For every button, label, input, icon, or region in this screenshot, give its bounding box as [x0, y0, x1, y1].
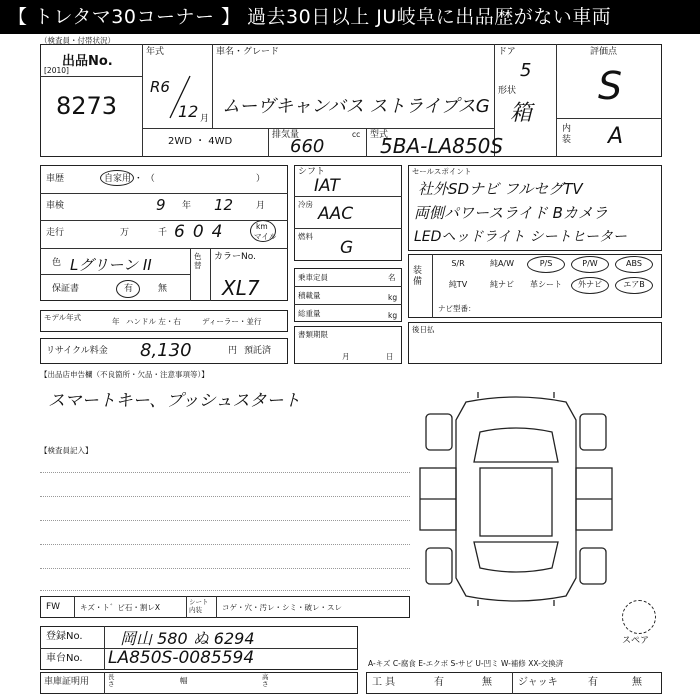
navi-model-label: ナビ型番：: [438, 304, 476, 313]
color-value: Lグリーン II: [70, 256, 152, 274]
jack-no: 無: [632, 677, 642, 688]
mileage-km: km: [256, 222, 268, 231]
mileage-label: 走行: [46, 228, 65, 238]
divider: [366, 128, 367, 157]
equip-pw: P/W: [582, 259, 598, 268]
color-no-label: カラーNo.: [214, 252, 256, 262]
interior-label: 内装: [562, 124, 572, 145]
divider: [432, 254, 433, 318]
tools-label: 工 具: [372, 677, 396, 688]
divider: [104, 626, 105, 670]
inspector-line: [40, 590, 410, 591]
recycle-unit: 円: [228, 346, 238, 356]
header-note: （検査員・付帯状況）: [40, 36, 115, 45]
divider: [40, 220, 288, 221]
docs-label: 書類期限: [298, 330, 328, 339]
equip-ps: P/S: [539, 259, 553, 268]
inspection-year-unit: 年: [182, 201, 192, 211]
warranty-yes: 有: [124, 284, 134, 294]
divider: [142, 44, 143, 157]
ac-value: AAC: [318, 204, 354, 224]
name-value: ムーヴキャンバス ストライプスG: [222, 96, 490, 117]
shift-label: シフト: [298, 167, 326, 177]
registration-label: 登録No.: [46, 631, 83, 642]
divider: [40, 193, 288, 194]
year-slash: [160, 72, 200, 122]
docs-month: 月: [342, 352, 350, 361]
color-no-value: XL7: [222, 276, 260, 300]
divider: [556, 44, 557, 157]
door-value: 5: [520, 60, 532, 81]
tools-yes: 有: [434, 677, 444, 688]
capacity-label: 乗車定員: [298, 273, 328, 282]
divider: [556, 118, 662, 119]
inspector-line: [40, 520, 410, 521]
lot-number: 8273: [56, 92, 118, 120]
tools-no: 無: [482, 677, 492, 688]
ac-label: 冷房: [298, 200, 313, 209]
divider: [40, 76, 142, 77]
cert-length: 長さ: [108, 673, 115, 688]
abs-circle: [615, 256, 653, 273]
divider: [186, 596, 187, 618]
inspector-label: 【検査員記入】: [40, 446, 93, 455]
capacity-unit: 名: [388, 273, 396, 282]
equip-tv: 純TV: [448, 280, 468, 289]
warranty-no: 無: [158, 284, 168, 294]
history-close: ）: [256, 174, 266, 184]
after-install-label: 後日払: [412, 325, 435, 334]
divider: [512, 672, 513, 694]
drive-options: 2WD ・ 4WD: [168, 136, 233, 147]
docs-day: 日: [386, 352, 394, 361]
divider: [142, 128, 494, 129]
year-tag: [2010]: [44, 66, 69, 75]
history-circle: [100, 170, 134, 186]
mileage-value: 604: [174, 222, 231, 242]
name-label: 車名・グレード: [216, 47, 280, 57]
door-label: ドア: [498, 47, 516, 57]
month-value: 12: [178, 102, 199, 121]
inspector-line: [40, 544, 410, 545]
declaration-value: スマートキー、プッシュスタート: [48, 391, 301, 411]
pw-circle: [571, 256, 609, 273]
displacement-unit: cc: [352, 130, 361, 139]
sales-line-1: 社外SDナビ フルセグTV: [418, 180, 583, 198]
mileage-mile: マイル: [254, 232, 277, 241]
color-change-label: 色替: [194, 252, 202, 270]
divider: [210, 248, 211, 301]
cert-width: 幅: [180, 676, 188, 685]
inspection-label: 車検: [46, 201, 65, 211]
model-row-year: 年: [112, 317, 120, 326]
warranty-circle: [116, 280, 140, 298]
chassis-value: LA850S-0085594: [108, 648, 255, 668]
registration-value: 岡山 580 ぬ 6294: [120, 629, 255, 648]
history-options: 自家用 ・ （: [104, 174, 155, 184]
displacement-value: 660: [290, 136, 325, 157]
spare-circle: [622, 600, 656, 634]
shape-value: 箱: [510, 101, 533, 126]
year-label: 年式: [146, 47, 165, 57]
jack-yes: 有: [588, 677, 598, 688]
inspector-line: [40, 472, 410, 473]
grade-label: 評価点: [590, 47, 618, 57]
mileage-man: 万: [120, 228, 130, 238]
divider: [212, 44, 213, 128]
divider: [294, 196, 402, 197]
grade-value: S: [598, 64, 623, 108]
equip-leather: 革シート: [530, 280, 562, 289]
equip-abs: ABS: [626, 259, 642, 268]
cert-label: 車庫証明用: [44, 677, 90, 687]
recycle-deposit: 預託済: [244, 346, 272, 356]
month-unit: 月: [200, 114, 210, 124]
equip-aw: 純A/W: [489, 259, 515, 268]
inspector-line: [40, 568, 410, 569]
seat-label: シート内装: [189, 598, 209, 614]
model-row-handle: ハンドル 左・右: [126, 317, 181, 326]
history-label: 車歴: [46, 174, 65, 184]
inspection-month-unit: 月: [256, 201, 266, 211]
km-circle: [250, 220, 276, 242]
inspection-month: 12: [214, 196, 234, 214]
fuel-value: G: [340, 238, 354, 258]
divider: [74, 596, 75, 618]
inspector-line: [40, 496, 410, 497]
recycle-value: 8,130: [140, 340, 192, 361]
load-label: 積載量: [298, 291, 321, 300]
mileage-sen: 千: [158, 228, 168, 238]
divider: [294, 228, 402, 229]
divider: [190, 248, 191, 301]
load-unit: kg: [388, 293, 398, 302]
model-row-dealer: ディーラー・並行: [202, 317, 262, 326]
shape-label: 形状: [498, 86, 517, 96]
car-diagram: [418, 392, 614, 606]
year-value: R6: [150, 78, 170, 96]
warranty-label: 保証書: [52, 284, 80, 294]
airbag-circle: [615, 277, 653, 294]
damage-codes: A-キズ C-腐食 E-エクボ S-サビ U-凹ミ W-補修 XX-交換済: [368, 659, 564, 668]
fw-text: キズ・ト゛ビ石・割レX: [80, 603, 160, 612]
divider: [40, 248, 288, 249]
sales-label: セールスポイント: [412, 167, 472, 176]
fw-label: FW: [46, 602, 61, 612]
displacement-label: 排気量: [272, 130, 300, 140]
equip-ext-navi: 外ナビ: [578, 280, 602, 289]
equip-navi: 純ナビ: [490, 280, 514, 289]
spare-label: スペア: [622, 636, 650, 646]
equip-sr: S/R: [451, 259, 465, 268]
declaration-label: 【出品店申告欄（不良箇所・欠品・注意事項等）】: [40, 370, 209, 379]
model-row-label: モデル年式: [44, 313, 82, 322]
divider: [294, 286, 402, 287]
lot-label: 出品No.: [62, 54, 113, 69]
jack-label: ジャッキ: [518, 677, 558, 688]
equip-airbag: エアB: [623, 280, 645, 289]
chassis-label: 車台No.: [46, 653, 83, 664]
divider: [268, 128, 269, 157]
ps-circle: [527, 256, 565, 273]
seat-text: コゲ・穴・汚レ・シミ・破レ・スレ: [222, 603, 342, 612]
divider: [216, 596, 217, 618]
inspection-year: 9: [156, 196, 166, 214]
after-install-frame: [408, 322, 662, 364]
interior-value: A: [608, 124, 624, 149]
model-label: 型式: [370, 130, 389, 140]
cert-height: 高さ: [262, 673, 269, 688]
divider: [104, 672, 105, 694]
corner-banner: 【 トレタマ30コーナー 】 過去30日以上 JU岐阜に出品歴がない車両: [0, 0, 700, 34]
weight-unit: kg: [388, 311, 398, 320]
divider: [294, 304, 402, 305]
shift-value: IAT: [314, 176, 340, 196]
equipment-label: 装備: [413, 266, 423, 287]
recycle-label: リサイクル料金: [46, 346, 108, 356]
model-value: 5BA-LA850S: [380, 134, 504, 158]
weight-label: 総重量: [298, 309, 321, 318]
fuel-label: 燃料: [298, 232, 313, 241]
sales-line-3: LEDヘッドライト シートヒーター: [414, 229, 627, 245]
color-label: 色: [52, 258, 62, 268]
sales-line-2: 両側パワースライド Bカメラ: [414, 204, 608, 222]
ext-navi-circle: [571, 277, 609, 294]
tools-frame: [366, 672, 662, 694]
